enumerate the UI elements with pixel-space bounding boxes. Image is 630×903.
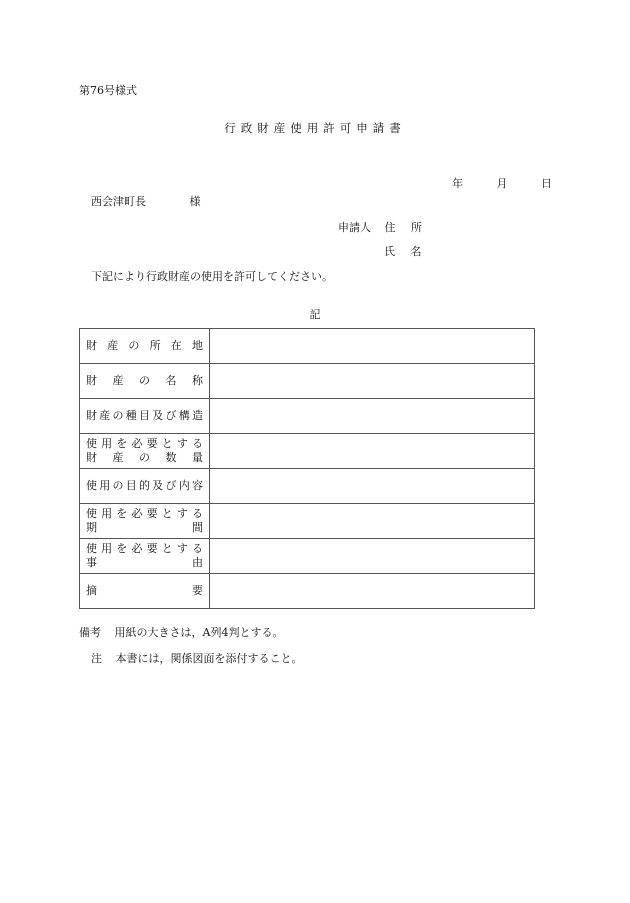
row-value-cell[interactable] xyxy=(210,434,535,469)
row-label-line: 使用を必要とする xyxy=(86,437,203,450)
date-day-label: 日 xyxy=(541,177,552,190)
row-label xyxy=(80,364,210,399)
detail-table xyxy=(79,328,535,609)
row-value-cell[interactable] xyxy=(210,504,535,539)
ki-heading: 記 xyxy=(309,308,321,321)
remarks-label: 備考 xyxy=(79,626,101,639)
applicant-label: 申請人 xyxy=(338,221,371,234)
date-month-label: 月 xyxy=(496,177,508,190)
row-label-line: 使用の目的及び内容 xyxy=(86,479,203,492)
row-value-cell[interactable] xyxy=(210,399,535,434)
row-label xyxy=(80,399,210,434)
addressee xyxy=(91,193,201,209)
row-label-line: 財 産 の 名 称 xyxy=(86,374,203,387)
note-text: 本書には，関係図面を添付すること。 xyxy=(115,652,303,665)
table-row xyxy=(80,504,535,539)
row-label-line: 摘 要 xyxy=(86,584,203,597)
date-year-label: 年 xyxy=(452,177,463,190)
note-label: 注 xyxy=(91,652,102,665)
row-label-line: 期 間 xyxy=(86,521,203,534)
row-label-line: 事 由 xyxy=(86,556,203,569)
addressee-suffix: 様 xyxy=(189,195,201,208)
applicant-address-label: 住 所 xyxy=(384,221,428,234)
document-title: 行政財産使用許可申請書 xyxy=(224,121,406,135)
table-row xyxy=(80,399,535,434)
applicant-name-label: 氏 名 xyxy=(384,245,428,258)
row-label-line: 使用を必要とする xyxy=(86,507,203,520)
row-label-line: 使用を必要とする xyxy=(86,542,203,555)
remarks-text: 用紙の大きさは，A列4判とする。 xyxy=(114,626,284,639)
table-row xyxy=(80,434,535,469)
row-value-cell[interactable] xyxy=(210,364,535,399)
request-text: 下記により行政財産の使用を許可してください。 xyxy=(91,270,333,283)
row-label-line: 財産の種目及び構造 xyxy=(86,409,203,422)
row-label-line: 財 産 の 数 量 xyxy=(86,451,203,464)
row-label xyxy=(80,539,210,574)
table-row xyxy=(80,364,535,399)
row-value-cell[interactable] xyxy=(210,469,535,504)
row-label-line: 財産の所在地 xyxy=(86,339,203,352)
table-row xyxy=(80,329,535,364)
table-row xyxy=(80,469,535,504)
row-value-cell[interactable] xyxy=(210,574,535,609)
addressee-name: 西会津町長 xyxy=(91,195,146,208)
table-row xyxy=(80,574,535,609)
row-label xyxy=(80,329,210,364)
row-label xyxy=(80,574,210,609)
row-value-cell[interactable] xyxy=(210,329,535,364)
row-label xyxy=(80,504,210,539)
row-label xyxy=(80,434,210,469)
remarks xyxy=(79,624,283,640)
row-label xyxy=(80,469,210,504)
row-value-cell[interactable] xyxy=(210,539,535,574)
applicant-address-line xyxy=(338,219,428,235)
date-line xyxy=(452,175,552,191)
table-row xyxy=(80,539,535,574)
form-number: 第76号様式 xyxy=(79,84,137,97)
note xyxy=(91,650,303,666)
